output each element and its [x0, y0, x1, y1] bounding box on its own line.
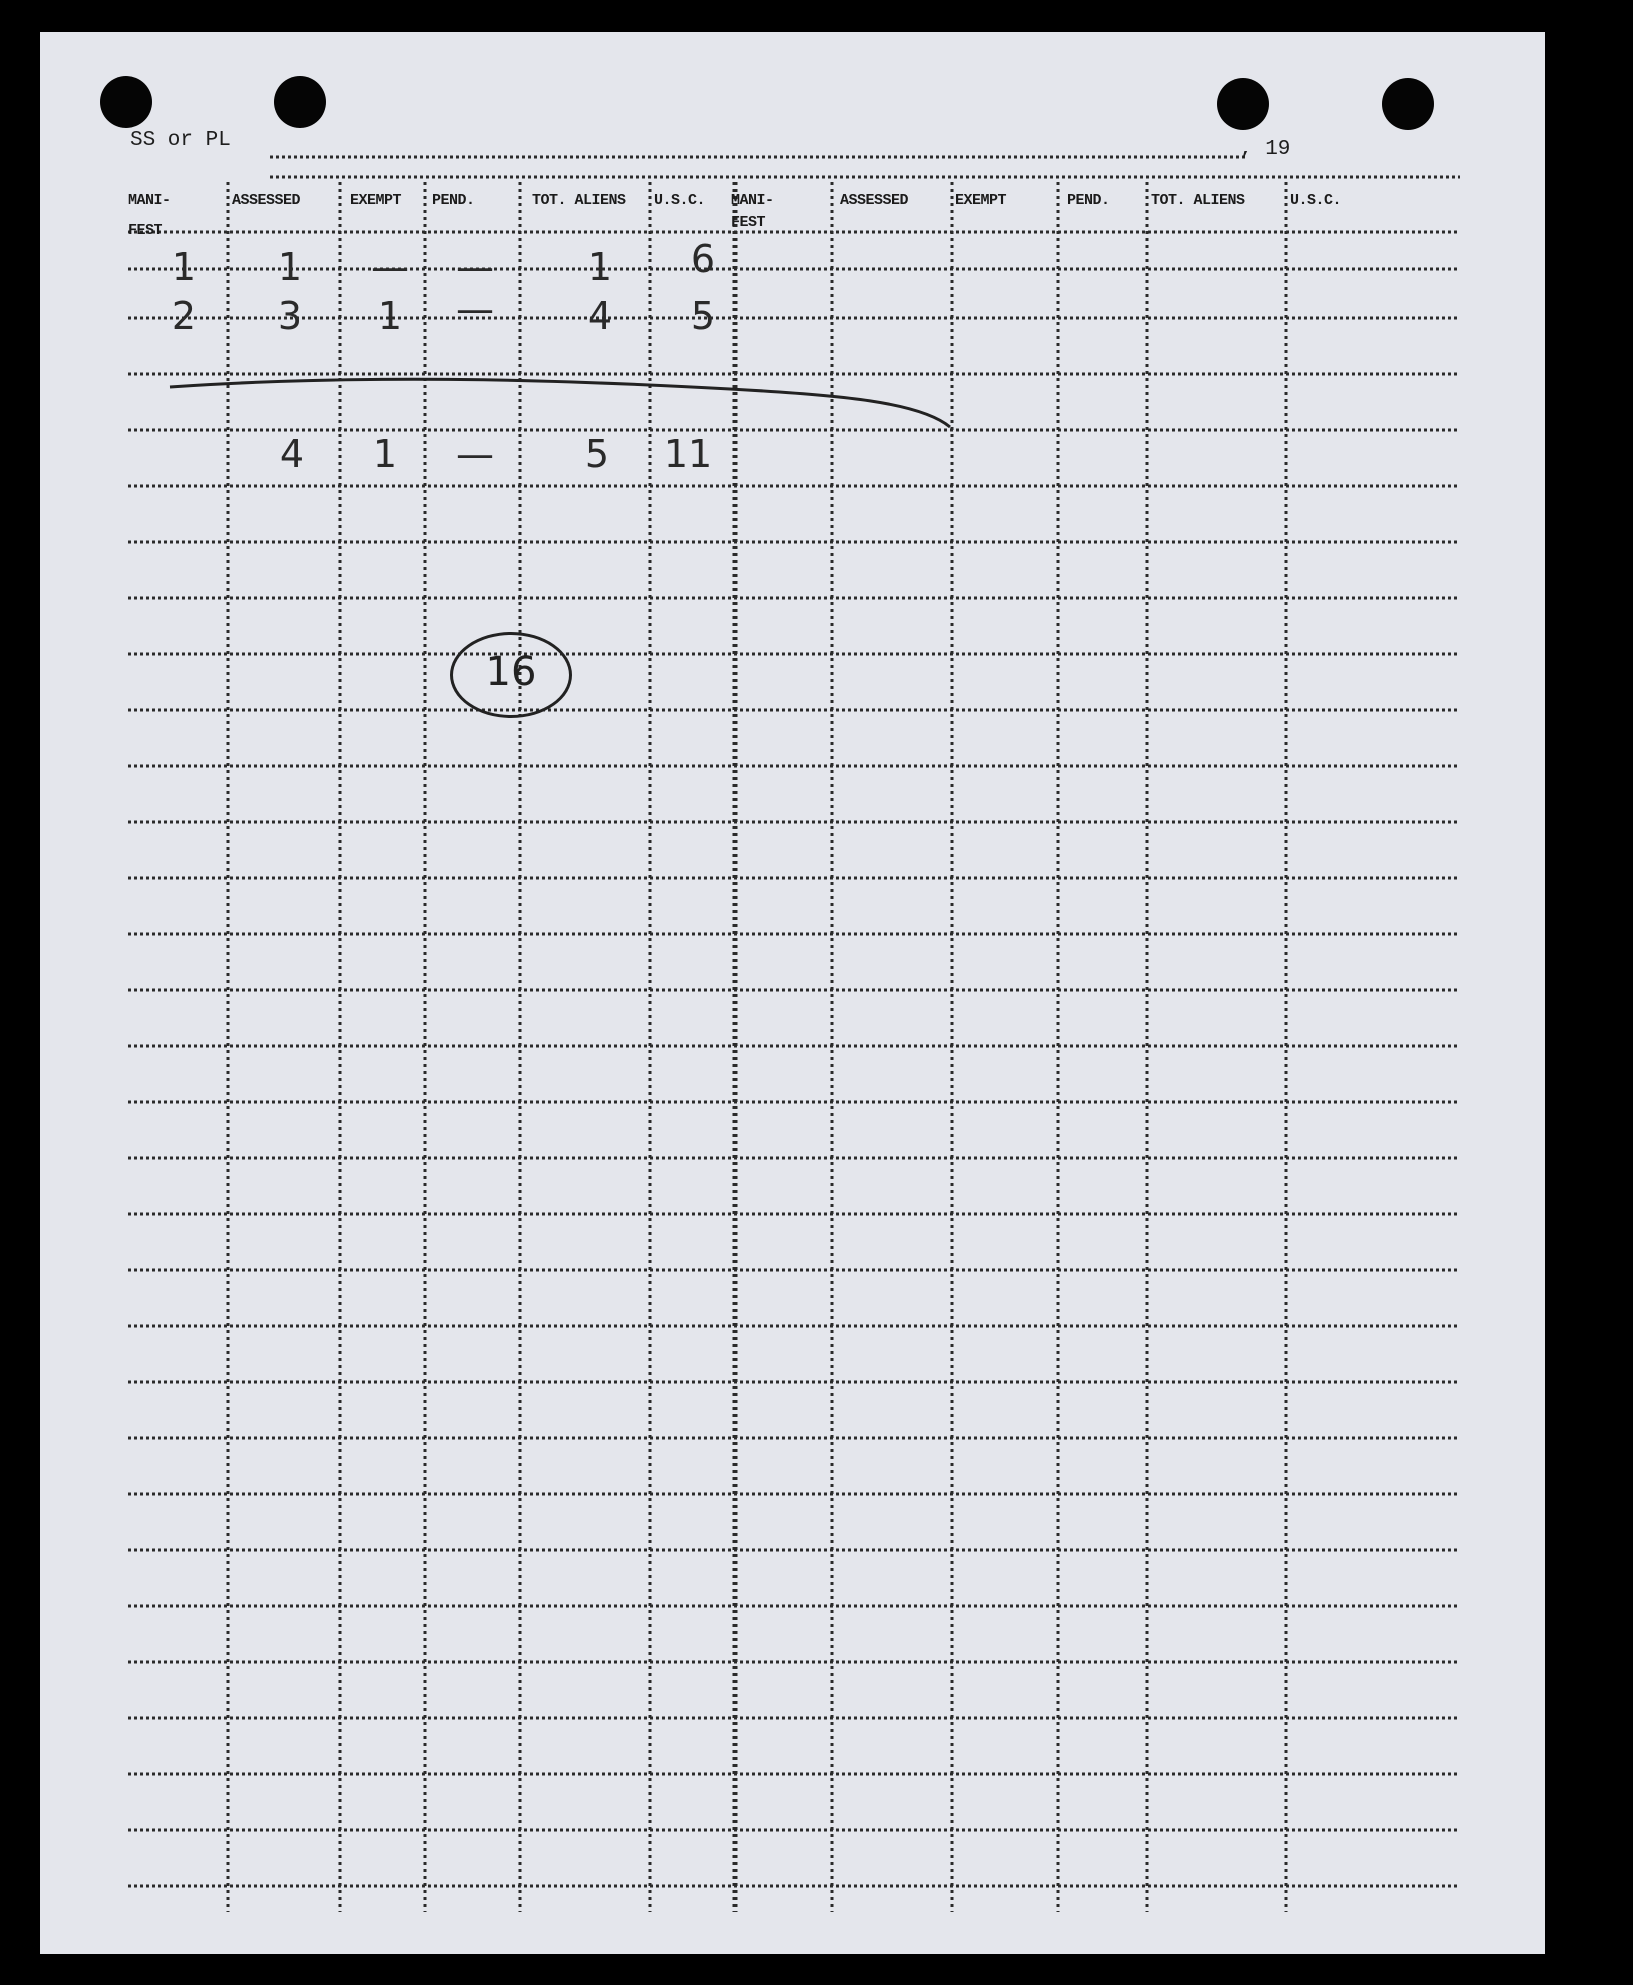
entry-1-totaliens: 1 [587, 245, 613, 289]
horizontal-dotted-lines [128, 157, 1460, 1886]
form-sheet [40, 32, 1545, 1954]
col-header-pend-right: PEND. [1067, 192, 1110, 209]
col-header-exempt-left: EXEMPT [350, 192, 402, 209]
entry-1-manifest: 1 [171, 245, 197, 289]
entry-1-assessed: 1 [277, 245, 303, 289]
entry-1-usc: 6 [690, 237, 716, 281]
col-header-assessed-right: ASSESSED [840, 192, 909, 209]
entry-2-assessed: 3 [277, 294, 303, 338]
entry-2-totaliens: 4 [587, 294, 613, 338]
col-header-usc-right: U.S.C. [1290, 192, 1342, 209]
col-header-manifest-right-2: FEST [731, 214, 766, 231]
circled-grand-total-value: 16 [485, 649, 537, 695]
col-header-exempt-right: EXEMPT [955, 192, 1007, 209]
col-header-totaliens-left: TOT. ALIENS [532, 192, 626, 209]
entry-2-pend: — [456, 287, 494, 331]
col-header-totaliens-right: TOT. ALIENS [1151, 192, 1245, 209]
total-exempt: 1 [372, 432, 398, 476]
ship-label: SS or PL [130, 129, 231, 152]
col-header-manifest-right: MANI- [731, 192, 774, 209]
total-pend: — [456, 432, 494, 476]
entry-2-usc: 5 [690, 294, 716, 338]
col-header-manifest-left-2: FEST [128, 222, 163, 239]
entry-1-exempt: — [371, 245, 409, 289]
col-header-assessed-left: ASSESSED [232, 192, 301, 209]
col-header-manifest-left: MANI- [128, 192, 171, 209]
circled-grand-total [450, 632, 572, 718]
entry-2-exempt: 1 [377, 294, 403, 338]
col-header-pend-left: PEND. [432, 192, 475, 209]
total-usc: 11 [663, 432, 713, 476]
year-label: , 19 [1240, 138, 1291, 161]
entry-1-pend: — [456, 245, 494, 289]
total-assessed: 4 [279, 432, 305, 476]
col-header-usc-left: U.S.C. [654, 192, 706, 209]
entry-2-manifest: 2 [171, 294, 197, 338]
total-totaliens: 5 [584, 432, 610, 476]
